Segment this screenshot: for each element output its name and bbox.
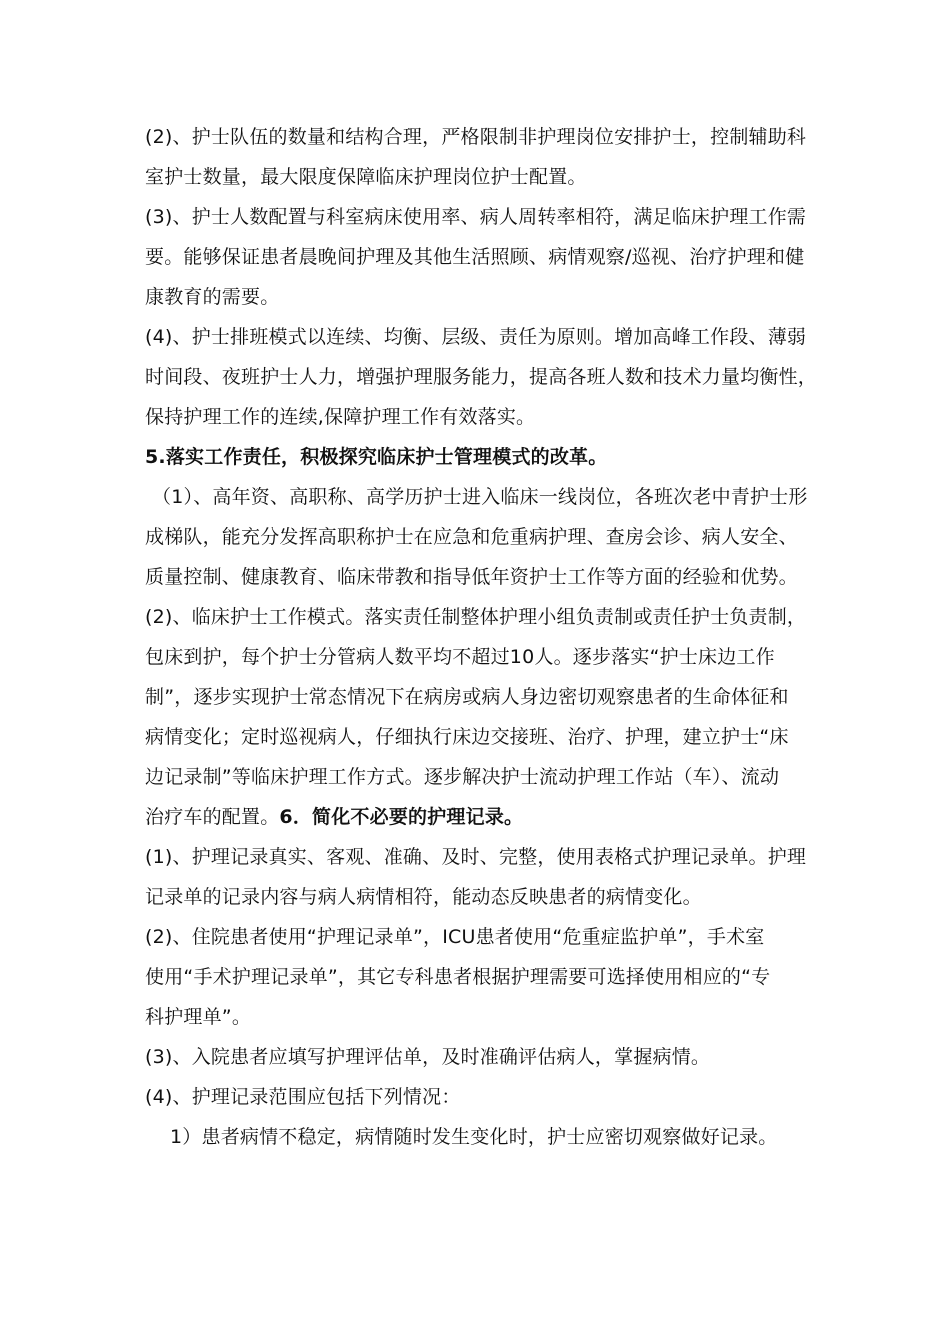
text-line: 要。能够保证患者晨晚间护理及其他生活照顾、病情观察/巡视、治疗护理和健: [145, 246, 805, 268]
text-line: 时间段、夜班护士人力，增强护理服务能力，提高各班人数和技术力量均衡性，: [145, 366, 818, 388]
text-line: 1）患者病情不稳定，病情随时发生变化时，护士应密切观察做好记录。: [170, 1126, 778, 1148]
text-line: 记录单的记录内容与病人病情相符，能动态反映患者的病情变化。: [145, 886, 702, 908]
text-line: 成梯队，能充分发挥高职称护士在应急和危重病护理、查房会诊、病人安全、: [145, 526, 798, 548]
text-line: (4)、护士排班模式以连续、均衡、层级、责任为原则。增加高峰工作段、薄弱: [145, 326, 807, 348]
text-line: 保持护理工作的连续,保障护理工作有效落实。: [145, 406, 536, 428]
text-line: (2)、护士队伍的数量和结构合理，严格限制非护理岗位安排护士，控制辅助科: [145, 126, 807, 148]
text-line: （1）、高年资、高职称、高学历护士进入临床一线岗位，各班次老中青护士形: [152, 486, 808, 508]
text-line: 制”，逐步实现护士常态情况下在病房或病人身边密切观察患者的生命体征和: [145, 686, 789, 708]
text-line: 康教育的需要。: [145, 286, 280, 308]
section-heading: 6．简化不必要的护理记录。: [279, 806, 524, 828]
text-line: (3)、护士人数配置与科室病床使用率、病人周转率相符，满足临床护理工作需: [145, 206, 807, 228]
text-line: 包床到护，每个护士分管病人数平均不超过10人。逐步落实“护士床边工作: [145, 646, 775, 668]
text-line: 科护理单”。: [145, 1006, 252, 1028]
text-line: 边记录制”等临床护理工作方式。逐步解决护士流动护理工作站（车）、流动: [145, 766, 780, 788]
text-line: 使用“手术护理记录单”，其它专科患者根据护理需要可选择使用相应的“专: [145, 966, 771, 988]
text-line: (2)、临床护士工作模式。落实责任制整体护理小组负责制或责任护士负责制，: [145, 606, 807, 628]
text-line: (2)、住院患者使用“护理记录单”，ICU患者使用“危重症监护单”，手术室: [145, 926, 765, 948]
text-line: (4)、护理记录范围应包括下列情况：: [145, 1086, 461, 1108]
text-line: 质量控制、健康教育、临床带教和指导低年资护士工作等方面的经验和优势。: [145, 566, 798, 588]
text-line: (1)、护理记录真实、客观、准确、及时、完整，使用表格式护理记录单。护理: [145, 846, 807, 868]
section-heading: 5.落实工作责任，积极探究临床护士管理模式的改革。: [145, 446, 608, 468]
text-line: 室护士数量，最大限度保障临床护理岗位护士配置。: [145, 166, 587, 188]
text-line: [145, 804, 523, 830]
text-segment: 治疗车的配置。: [145, 806, 280, 828]
text-line: (3)、入院患者应填写护理评估单，及时准确评估病人，掌握病情。: [145, 1046, 711, 1068]
text-line: 病情变化；定时巡视病人，仔细执行床边交接班、治疗、护理，建立护士“床: [145, 726, 789, 748]
